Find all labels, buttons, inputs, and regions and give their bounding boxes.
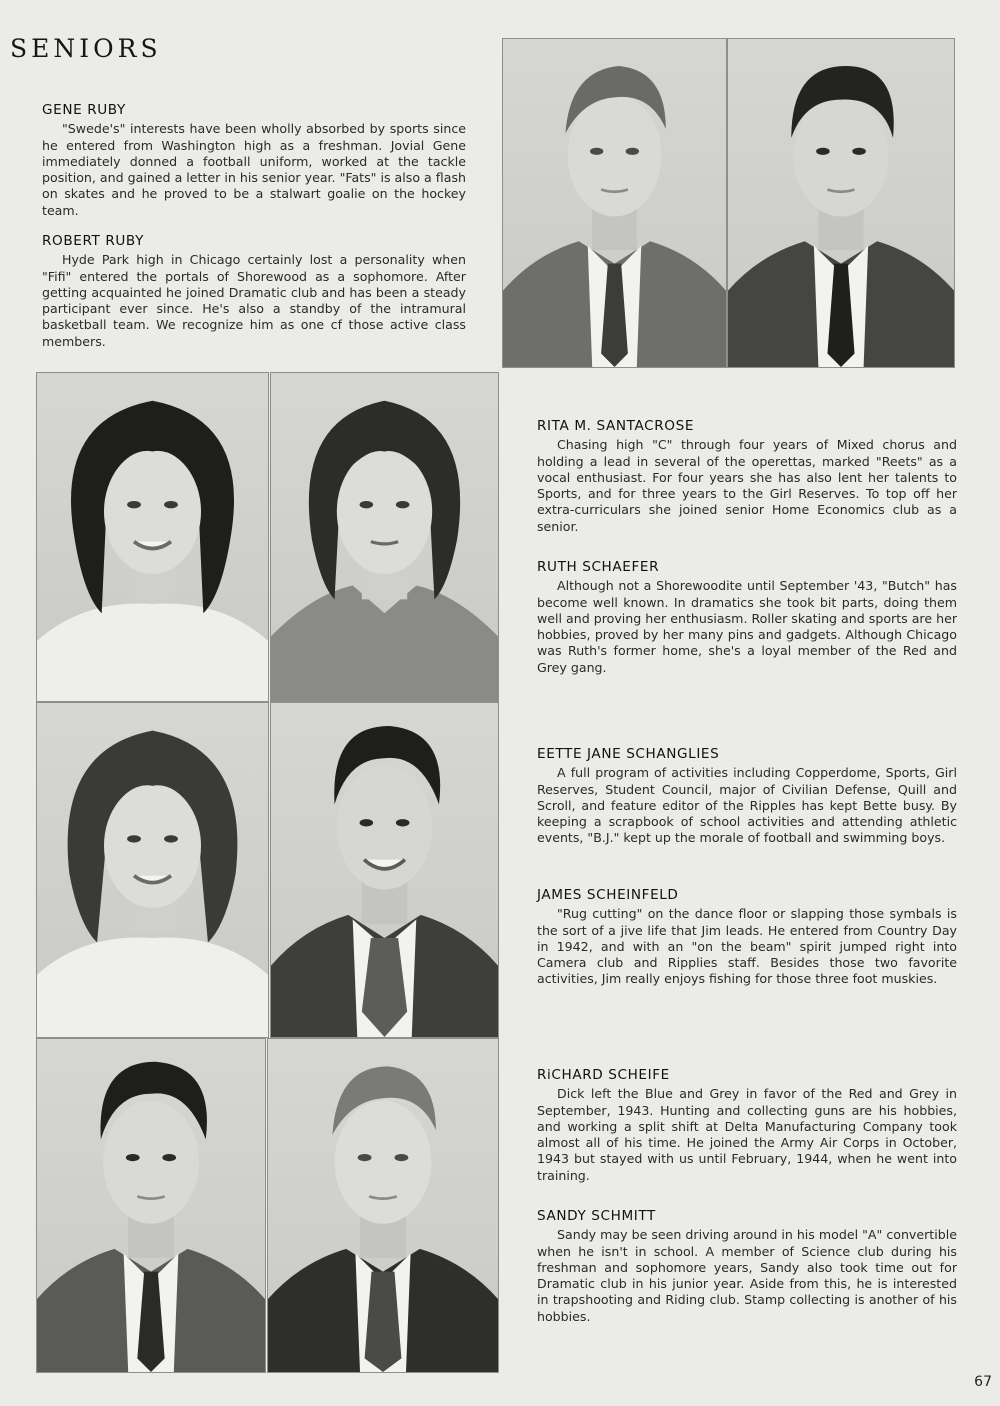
page-number: 67	[974, 1374, 992, 1390]
portrait-photo-ruth-schaefer	[270, 372, 499, 702]
student-bio: Sandy may be seen driving around in his model "A" convertible when he isn't in school. A member of Science club during his freshman and sophomore years, Sandy also took time out for Dramatic club in his junior year. Aside from this, he is interested in trapshooting and Riding club. Stamp collecting is another of his hobbies.	[537, 1227, 957, 1324]
student-name: RUTH SCHAEFER	[537, 559, 660, 575]
bio-rita-santacrose	[537, 418, 957, 535]
student-name: ROBERT RUBY	[42, 233, 145, 249]
student-name: RiCHARD SCHEIFE	[537, 1067, 670, 1083]
student-name: EETTE JANE SCHANGLIES	[537, 746, 720, 762]
student-bio: Although not a Shorewoodite until September '43, "Butch" has become well known. In dramatics she took bit parts, doing them well and proving her enthusiasm. Roller skating and sports are her hobbies, proved by her many pins and gadgets. Although Chicago was Ruth's former home, she's a loyal member of the Red and Grey gang.	[537, 578, 957, 675]
bio-bette-jane-schanglies	[537, 746, 957, 847]
portrait-photo-robert-ruby	[727, 38, 955, 368]
portrait-photo-sandy-schmitt	[267, 1038, 499, 1373]
student-name: JAMES SCHEINFELD	[537, 887, 679, 903]
bio-richard-scheife	[537, 1067, 957, 1184]
bio-gene-ruby	[42, 102, 466, 219]
student-bio: Chasing high "C" through four years of Mixed chorus and holding a lead in several of the operettas, marked "Reets" as a vocal enthusiast. For four years she has also lent her talents to Sports, and for three years to the Girl Reserves. To top off her extra-curriculars she joined senior Home Economics club as a senior.	[537, 437, 957, 534]
student-name: RITA M. SANTACROSE	[537, 418, 695, 434]
portrait-photo-james-scheinfeld	[270, 702, 499, 1038]
bio-ruth-schaefer	[537, 559, 957, 676]
student-bio: "Swede's" interests have been wholly absorbed by sports since he entered from Washington high as a freshman. Jovial Gene immediately donned a football uniform, worked at the tackle position, and gained a letter in his senior year. "Fats" is also a flash on skates and he proved to be a stalwart goalie on the hockey team.	[42, 121, 466, 218]
student-bio: "Rug cutting" on the dance floor or slapping those symbals is the sort of a jive life that Jim leads. He entered from Country Day in 1942, and with an "on the beam" spirit jumped right into Camera club and Ripplies staff. Besides those two favorite activities, Jim really enjoys fishing for those three foot muskies.	[537, 906, 957, 987]
bio-james-scheinfeld	[537, 887, 957, 988]
portrait-photo-gene-ruby	[502, 38, 727, 368]
student-name: GENE RUBY	[42, 102, 126, 118]
student-name: SANDY SCHMITT	[537, 1208, 656, 1224]
student-bio: A full program of activities including Copperdome, Sports, Girl Reserves, Student Council, major of Civilian Defense, Quill and Scroll, and feature editor of the Ripples has kept Bette busy. By keeping a scrapbook of school activities and attending athletic events, "B.J." kept up the morale of football and swimming boys.	[537, 765, 957, 846]
student-bio: Hyde Park high in Chicago certainly lost a personality when "Fifi" entered the portals of Shorewood as a sophomore. After getting acquainted he joined Dramatic club and has been a steady participant ever since. He's also a standby of the intramural basketball team. We recognize him as one cf those active class members.	[42, 252, 466, 349]
portrait-photo-rita-santacrose	[36, 372, 269, 702]
portrait-photo-bette-jane-schanglies	[36, 702, 269, 1038]
portrait-photo-richard-scheife	[36, 1038, 266, 1373]
student-bio: Dick left the Blue and Grey in favor of the Red and Grey in September, 1943. Hunting and collecting guns are his hobbies, and working a split shift at Delta Manufacturing Company took almost all of his time. He joined the Army Air Corps in October, 1943 but stayed with us until February, 1944, when he went into training.	[537, 1086, 957, 1183]
page-title: SENIORS	[10, 34, 162, 63]
bio-sandy-schmitt	[537, 1208, 957, 1325]
bio-robert-ruby	[42, 233, 466, 350]
